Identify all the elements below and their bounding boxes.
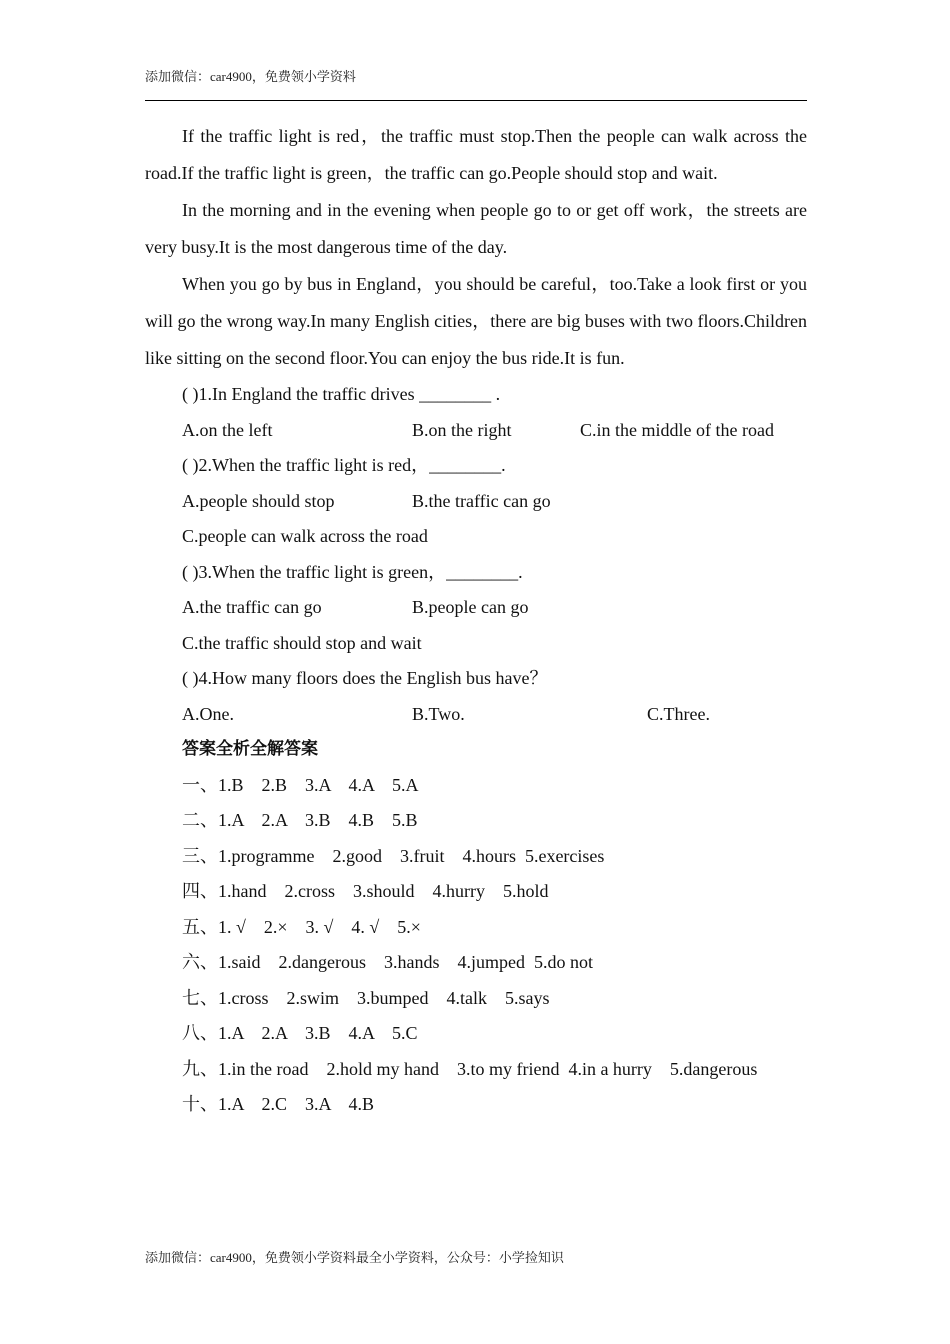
option-a: A.One. <box>182 703 234 724</box>
option-b: B.people can go <box>412 597 529 617</box>
passage-paragraph: In the morning and in the evening when people go to or get off work，the streets are very busy.It is the most dangerous time of the day. <box>145 200 807 257</box>
question-stem: ( )1.In England the traffic drives ________ . <box>182 384 501 404</box>
answer-line: 七、1.cross 2.swim 3.bumped 4.talk 5.says <box>182 987 550 1008</box>
answer-line: 一、1.B 2.B 3.A 4.A 5.A <box>182 774 419 795</box>
header-divider <box>145 100 807 101</box>
page-footer: 添加微信：car4900，免费领小学资料最全小学资料，公众号：小学捡知识 <box>145 1250 564 1265</box>
option-a: A.people should stop <box>182 490 335 511</box>
document-body <box>145 118 807 1123</box>
question-stem: ( )4.How many floors does the English bus have？ <box>182 668 548 688</box>
question-stem: ( )3.When the traffic light is green，________. <box>182 561 523 582</box>
answer-line: 四、1.hand 2.cross 3.should 4.hurry 5.hold <box>182 881 549 901</box>
option-c: C.the traffic should stop and wait <box>182 632 422 653</box>
answer-line: 八、1.A 2.A 3.B 4.A 5.C <box>182 1023 418 1043</box>
page-header: 添加微信：car4900，免费领小学资料 <box>145 69 356 84</box>
question-options <box>145 697 807 733</box>
answer-line: 六、1.said 2.dangerous 3.hands 4.jumped 5.do not <box>182 952 593 972</box>
option-b: B.on the right <box>412 419 512 440</box>
question-stem: ( )2.When the traffic light is red，________. <box>182 455 506 475</box>
question-options <box>145 590 807 626</box>
option-c: C.Three. <box>647 703 710 724</box>
answer-line: 九、1.in the road 2.hold my hand 3.to my friend 4.in a hurry 5.dangerous <box>182 1058 758 1079</box>
option-b: B.Two. <box>412 703 465 724</box>
option-a: A.the traffic can go <box>182 597 322 617</box>
question-options <box>145 413 807 449</box>
passage-paragraph: If the traffic light is red，the traffic must stop.Then the people can walk across the road.If the traffic light is green，the traffic can go.People should stop and wait. <box>145 126 807 183</box>
option-c: C.people can walk across the road <box>182 526 428 546</box>
answers-title: 答案全析全解答案 <box>182 739 318 759</box>
answer-line: 十、1.A 2.C 3.A 4.B <box>182 1094 375 1114</box>
passage-paragraph: When you go by bus in England，you should be careful，too.Take a look first or you will go the wrong way.In many English cities，there are big buses with two floors.Children like sitting on the second floor.You can enjoy the bus ride.It is fun. <box>145 274 807 368</box>
answer-line: 二、1.A 2.A 3.B 4.B 5.B <box>182 810 418 830</box>
option-a: A.on the left <box>182 419 273 440</box>
option-b: B.the traffic can go <box>412 490 551 511</box>
question-options <box>145 484 807 520</box>
answer-line: 五、1. √ 2.× 3. √ 4. √ 5.× <box>182 916 421 937</box>
answer-line: 三、1.programme 2.good 3.fruit 4.hours 5.exercises <box>182 845 605 866</box>
option-c: C.in the middle of the road <box>580 419 774 440</box>
